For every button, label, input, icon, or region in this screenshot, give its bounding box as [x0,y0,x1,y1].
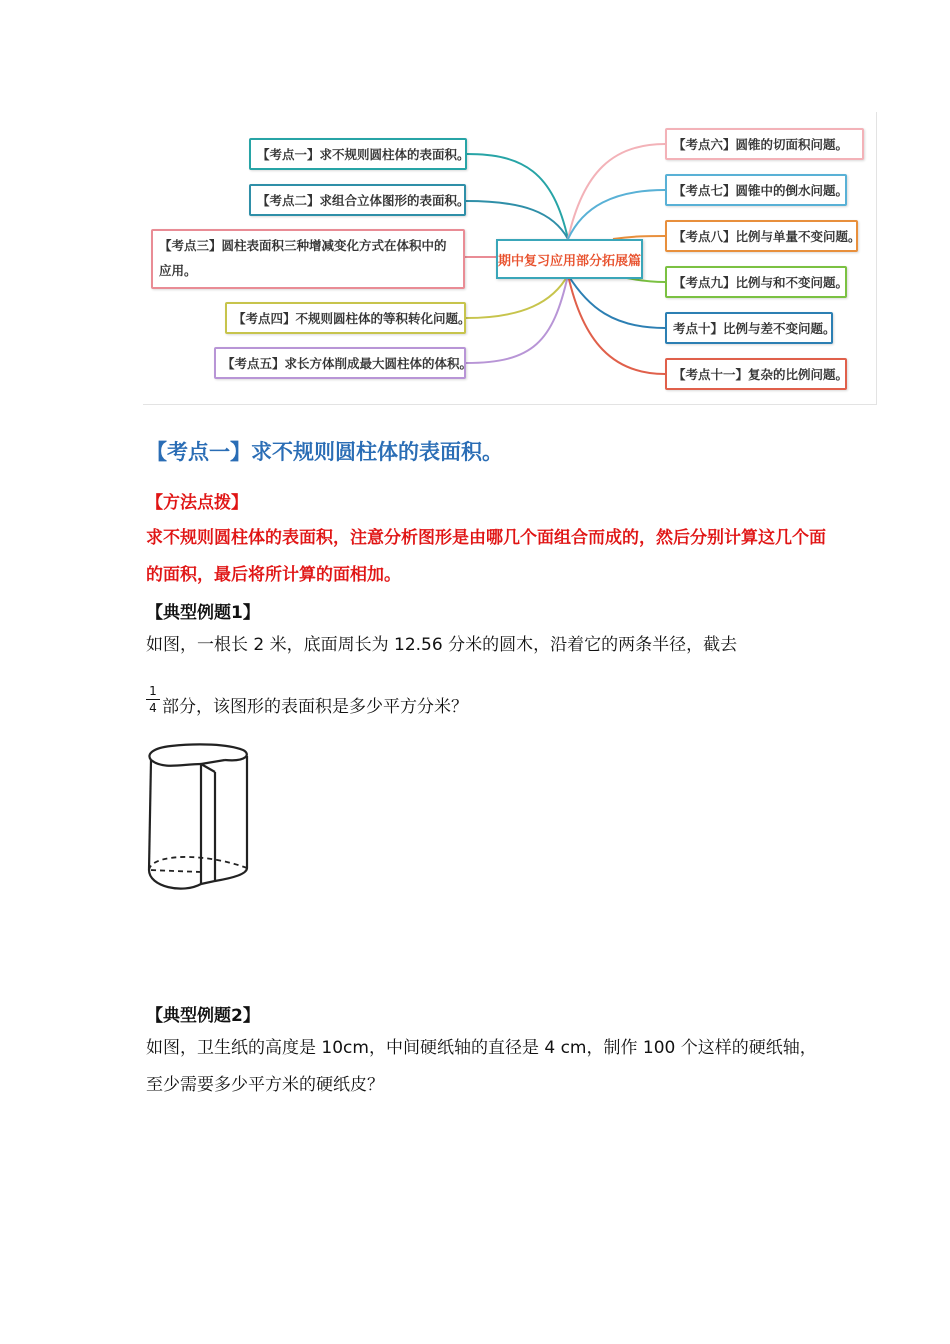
mind-map-node-3: 【考点三】圆柱表面积三种增减变化方式在体积中的应用。 [151,229,465,289]
link-left-1 [467,154,568,239]
mind-map-node-4: 【考点四】不规则圆柱体的等积转化问题。 [225,302,466,334]
method-tag: 【方法点拨】 [146,493,248,513]
fraction-bar [146,699,160,700]
mind-map-node-2: 【考点二】求组合立体图形的表面积。 [249,184,466,216]
link-right-6 [568,275,665,374]
section-title: 【考点一】求不规则圆柱体的表面积。 [146,440,503,464]
cut-top-edge-2 [201,764,215,772]
example2-tag: 【典型例题2】 [146,1006,260,1026]
mind-map-node-1: 【考点一】求不规则圆柱体的表面积。 [249,138,467,170]
cut-top-edge-1 [201,760,225,764]
mind-map-node-10: 考点十】比例与差不变问题。 [665,312,833,344]
mind-map-center: 期中复习应用部分拓展篇 [496,239,643,279]
mind-map-node-5: 【考点五】求长方体削成最大圆柱体的体积。 [214,347,466,379]
mind-map-node-9: 【考点九】比例与和不变问题。 [665,266,847,298]
cut-face-right [201,772,215,884]
bottom-front-right [215,868,247,881]
example1-text-continued: 部分，该图形的表面积是多少平方分米？ [162,697,468,717]
hidden-bottom [149,857,247,870]
mind-map [143,112,877,405]
left-side [149,760,151,870]
link-left-2 [466,201,568,239]
link-right-1 [568,144,665,239]
fraction-numerator: 1 [149,684,157,698]
method-text: 求不规则圆柱体的表面积，注意分析图形是由哪几个面组合而成的，然后分别计算这几个面的面积，最后将所计算的面相加。 [146,528,826,585]
example1-text: 如图，一根长 2 米，底面周长为 12.56 分米的圆木，沿着它的两条半径，截去 [146,635,738,655]
fraction [146,684,160,715]
link-left-4 [466,275,568,318]
example2-text: 如图，卫生纸的高度是 10cm，中间硬纸轴的直径是 4 cm，制作 100 个这样的硬纸轴，至少需要多少平方米的硬纸皮？ [146,1038,817,1095]
bottom-front-left [149,870,201,889]
cut-cylinder-figure [143,742,255,897]
link-left-5 [466,275,568,363]
mind-map-node-11: 【考点十一】复杂的比例问题。 [665,358,847,390]
mind-map-node-8: 【考点八】比例与单量不变问题。 [665,220,858,252]
hidden-radius [149,870,201,872]
mind-map-node-6: 【考点六】圆锥的切面积问题。 [665,128,864,160]
example1-tag: 【典型例题1】 [146,603,260,623]
top-ellipse [149,744,246,765]
mind-map-node-7: 【考点七】圆锥中的倒水问题。 [665,174,847,206]
fraction-denominator: 4 [149,701,157,715]
